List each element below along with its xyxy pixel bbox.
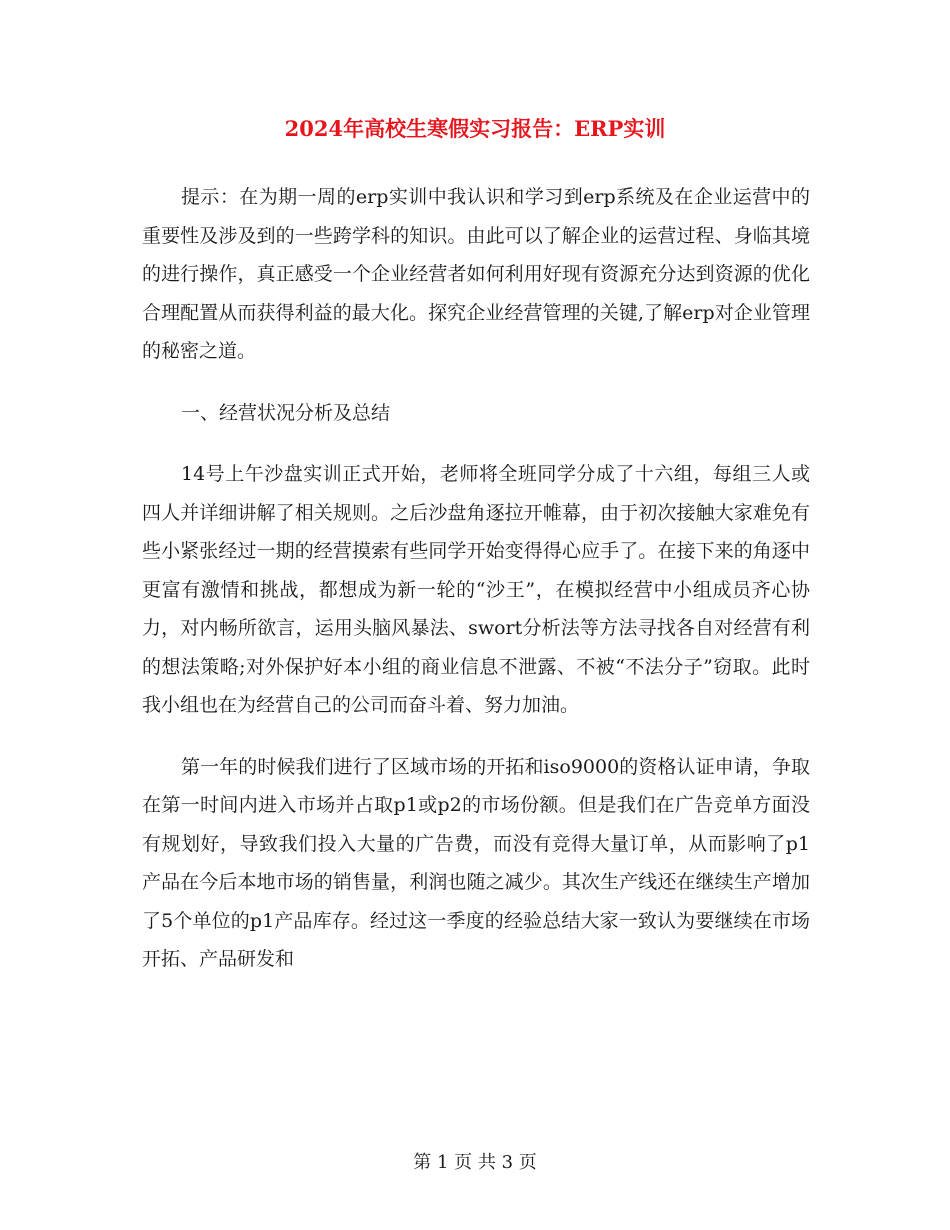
document-body [142, 178, 810, 1002]
section-heading: 一、经营状况分析及总结 [181, 401, 391, 424]
intro-paragraph: 提示：在为期一周的erp实训中我认识和学习到erp系统及在企业运营中的重要性及涉及到的一些跨学科的知识。由此可以了解企业的运营过程、身临其境的进行操作，真正感受一个企业经营者如何利用好现有资源充分达到资源的优化合理配置从而获得利益的最大化。探究企业经营管理的关键,了解erp对企业管理的秘密之道。 [142, 186, 810, 362]
body-paragraph: 第一年的时候我们进行了区域市场的开拓和iso9000的资格认证申请，争取在第一时间内进入市场并占取p1或p2的市场份额。但是我们在广告竞单方面没有规划好，导致我们投入大量的广告费，而没有竞得大量订单，从而影响了p1产品在今后本地市场的销售量，利润也随之减少。其次生产线还在继续生产增加了5个单位的p1产品库存。经过这一季度的经验总结大家一致认为要继续在市场开拓、产品研发和 [142, 755, 810, 970]
page-number-footer: 第 1 页 共 3 页 [413, 1152, 537, 1173]
body-paragraph: 14号上午沙盘实训正式开始，老师将全班同学分成了十六组，每组三人或四人并详细讲解了相关规则。之后沙盘角逐拉开帷幕，由于初次接触大家难免有些小紧张经过一期的经营摸索有些同学开始变得得心应手了。在接下来的角逐中更富有激情和挑战，都想成为新一轮的“沙王”，在模拟经营中小组成员齐心协力，对内畅所欲言，运用头脑风暴法、swort分析法等方法寻找各自对经营有利的想法策略;对外保护好本小组的商业信息不泄露、不被“不法分子”窃取。此时我小组也在为经营自己的公司而奋斗着、努力加油。 [142, 463, 810, 716]
document-title: 2024年高校生寒假实习报告：ERP实训 [284, 116, 666, 141]
